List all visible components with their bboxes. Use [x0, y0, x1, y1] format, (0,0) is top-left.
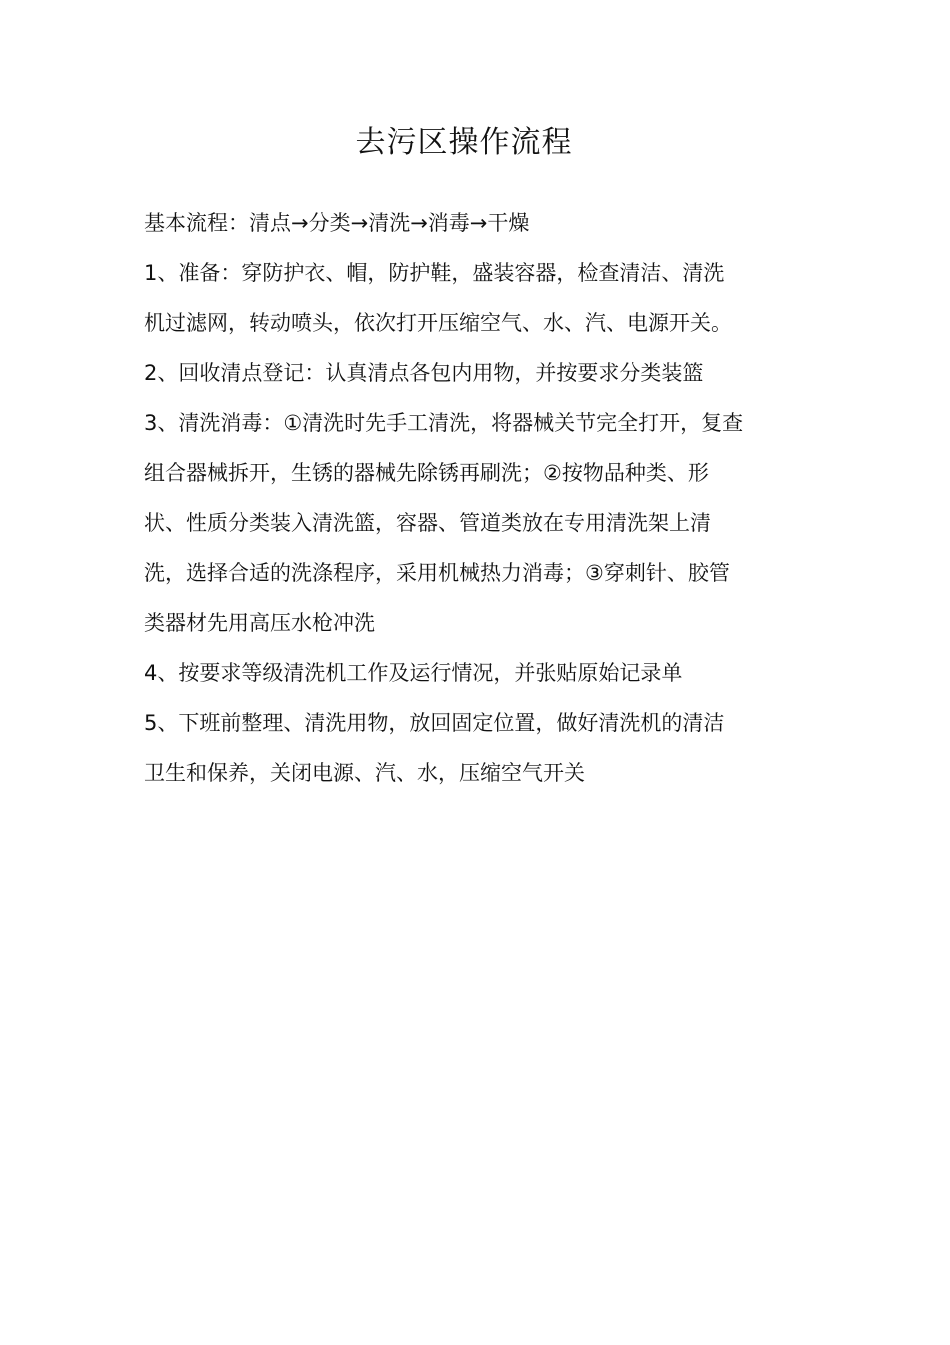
basic-flow-paragraph: 基本流程：清点→分类→清洗→消毒→干燥: [144, 211, 530, 235]
step-4-paragraph: 4、按要求等级清洗机工作及运行情况，并张贴原始记录单: [144, 661, 683, 685]
step-3-paragraph: 3、清洗消毒：①清洗时先手工清洗，将器械关节完全打开，复查组合器械拆开，生锈的器械先除锈再刷洗；②按物品种类、形状、性质分类装入清洗篮，容器、管道类放在专用清洗架上清洗，选择合适的洗涤程序，采用机械热力消毒；③穿刺针、胶管类器材先用高压水枪冲洗: [144, 411, 744, 635]
page-title: 去污区操作流程: [355, 125, 573, 160]
step-5-paragraph: 5、下班前整理、清洗用物，放回固定位置，做好清洗机的清洁卫生和保养，关闭电源、汽、水，压缩空气开关: [144, 711, 725, 785]
document-body: [144, 198, 744, 798]
step-1-paragraph: 1、准备：穿防护衣、帽，防护鞋，盛装容器，检查清洁、清洗机过滤网，转动喷头，依次打开压缩空气、水、汽、电源开关。: [144, 261, 732, 335]
step-2-paragraph: 2、回收清点登记：认真清点各包内用物，并按要求分类装篮: [144, 361, 704, 385]
